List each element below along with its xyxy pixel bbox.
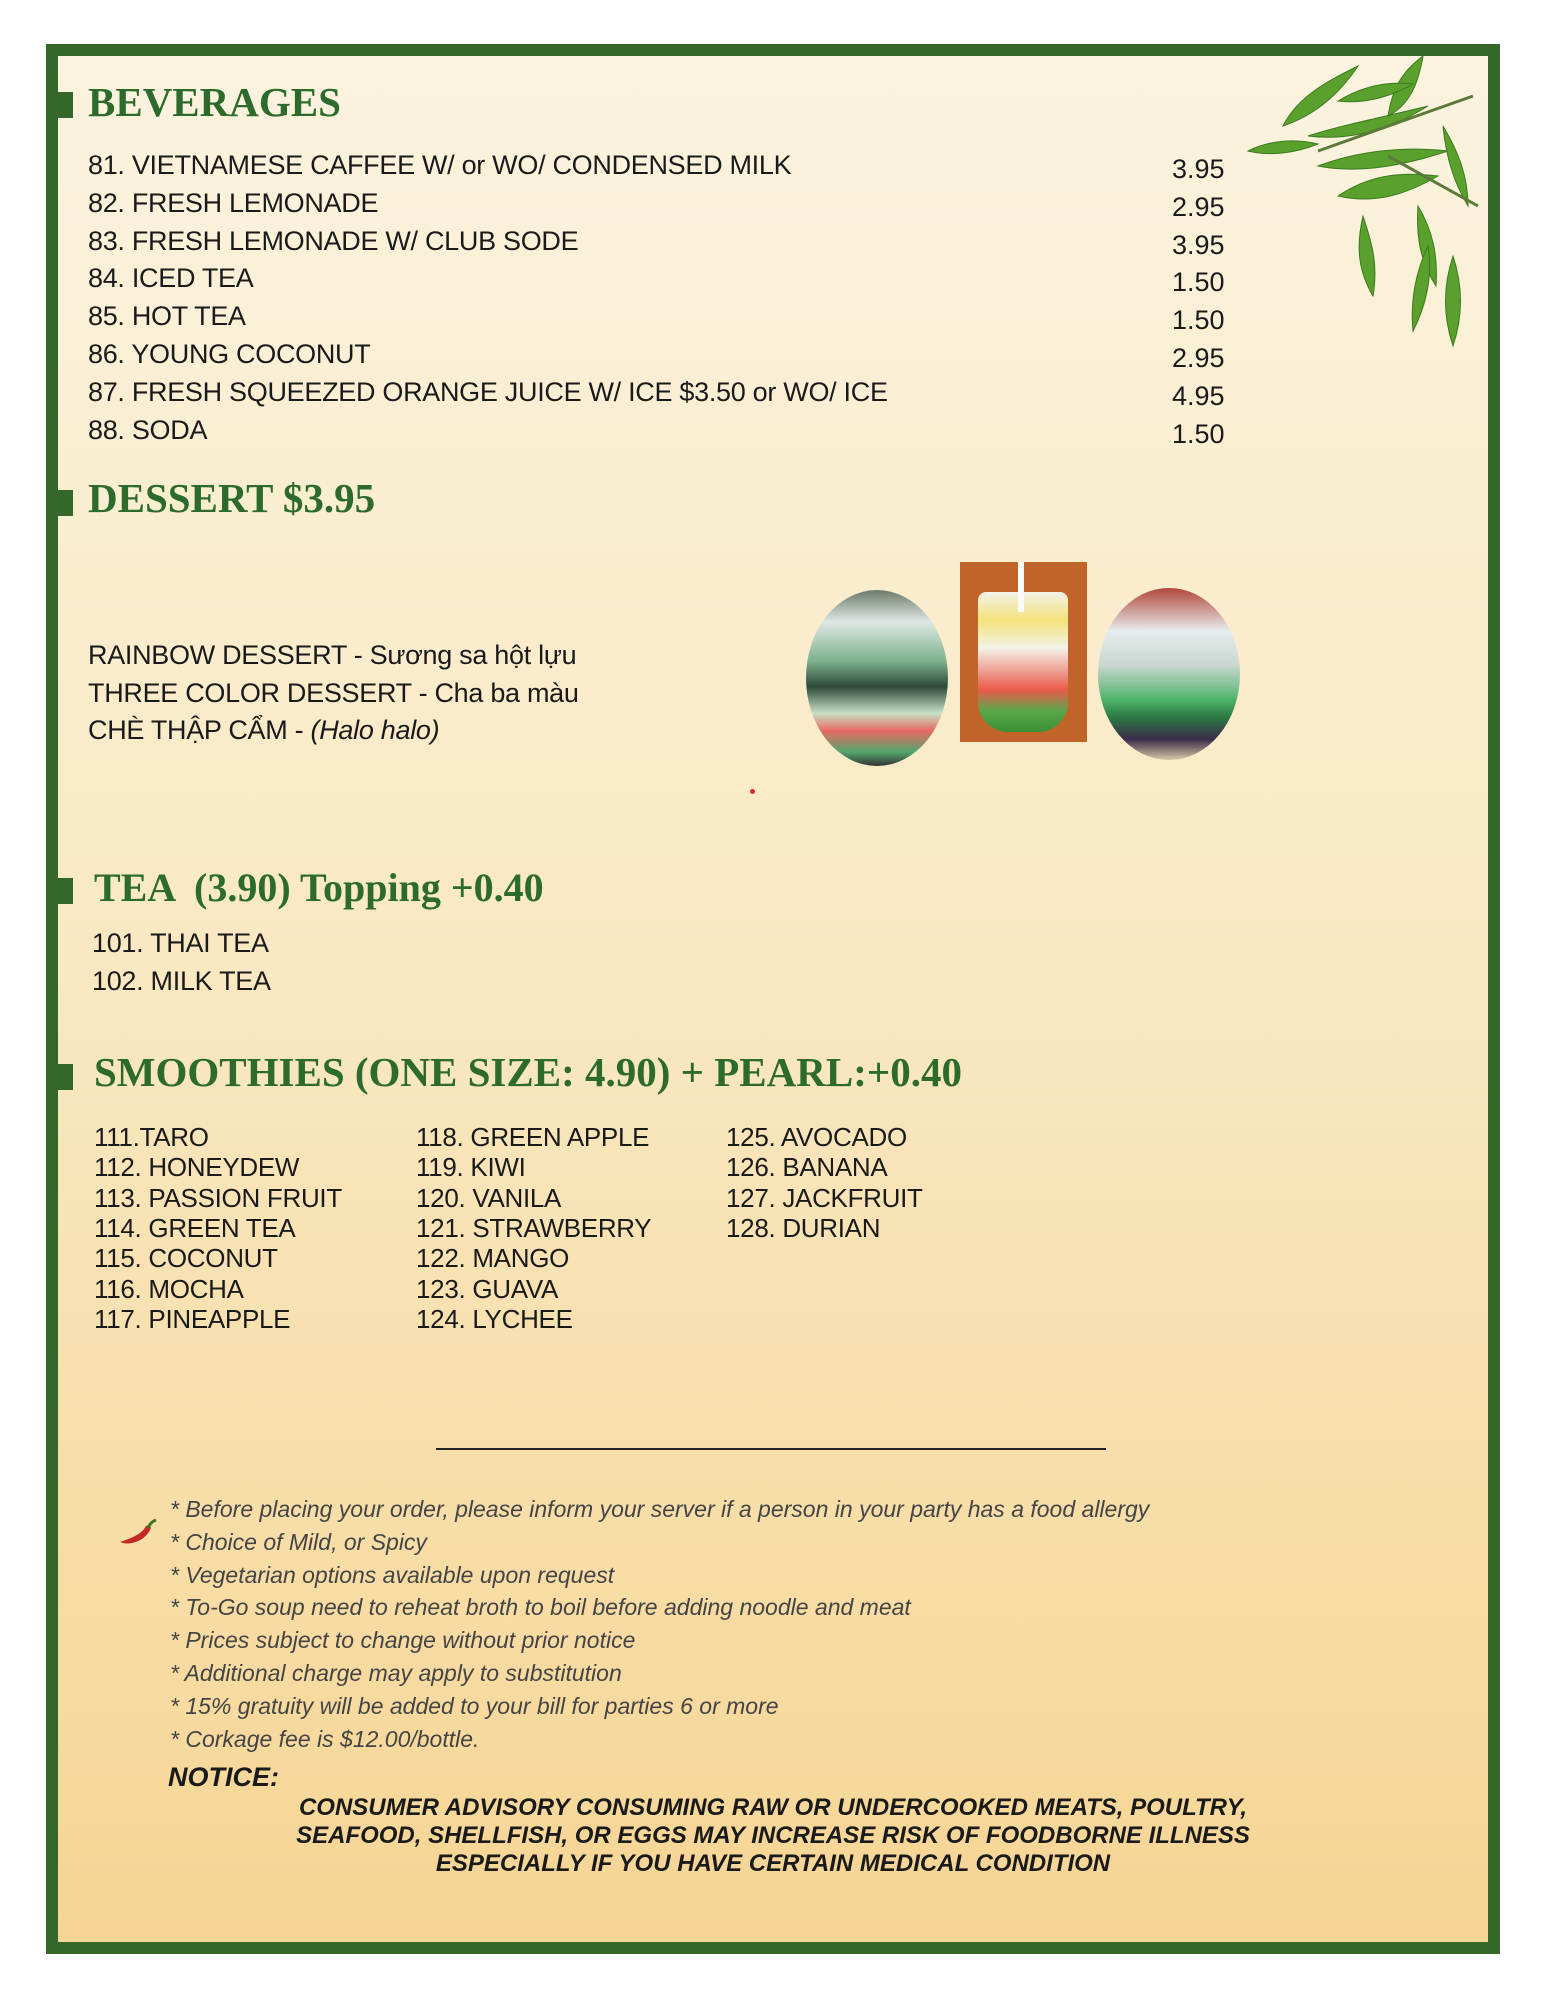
beverage-item-name: 88. SODA xyxy=(88,414,208,445)
smoothie-item: 126. BANANA xyxy=(726,1152,888,1183)
note-line: * Prices subject to change without prior notice xyxy=(170,1627,636,1654)
section-marker xyxy=(58,878,73,904)
smoothie-item: 117. PINEAPPLE xyxy=(94,1303,291,1334)
tea-item: 102. MILK TEA xyxy=(92,966,271,996)
smoothie-item: 118. GREEN APPLE xyxy=(416,1122,650,1152)
beverage-item-price: 1.50 xyxy=(1172,305,1225,336)
smoothie-item: 114. GREEN TEA xyxy=(94,1212,296,1243)
red-dot xyxy=(750,789,755,794)
dessert-photo-3 xyxy=(1098,588,1240,760)
smoothie-item: 112. HONEYDEW xyxy=(94,1152,300,1183)
smoothie-item: 127. JACKFRUIT xyxy=(726,1182,923,1213)
beverages-heading: BEVERAGES xyxy=(88,79,341,125)
smoothie-item: 124. LYCHEE xyxy=(416,1303,573,1334)
notice-label: NOTICE: xyxy=(168,1762,279,1792)
notice-line-2: SEAFOOD, SHELLFISH, OR EGGS MAY INCREASE RISK OF FOODBORNE ILLNESS xyxy=(296,1822,1250,1849)
menu-panel xyxy=(58,56,1488,1942)
dessert-heading: DESSERT $3.95 xyxy=(88,475,376,521)
beverage-item-price: 1.50 xyxy=(1172,267,1225,298)
beverage-item-name: 81. VIETNAMESE CAFFEE W/ or WO/ CONDENSED MILK xyxy=(88,150,792,180)
bamboo-leaves-icon xyxy=(1188,56,1488,376)
beverage-item-price: 1.50 xyxy=(1172,418,1225,449)
smoothie-item: 119. KIWI xyxy=(416,1152,526,1183)
dessert-item-vietnamese: (Halo halo) xyxy=(310,715,440,745)
dessert-item-name: THREE COLOR DESSERT - xyxy=(88,677,435,708)
beverage-item-price: 2.95 xyxy=(1172,191,1225,222)
dessert-item xyxy=(88,715,439,746)
chili-pepper-icon xyxy=(116,1518,158,1548)
beverage-item-name: 82. FRESH LEMONADE xyxy=(88,187,379,218)
note-line: * Vegetarian options available upon request xyxy=(170,1561,615,1588)
tea-item: 101. THAI TEA xyxy=(92,928,269,958)
dessert-item-vietnamese: Cha ba màu xyxy=(434,677,579,708)
smoothie-item: 121. STRAWBERRY xyxy=(416,1212,652,1243)
beverage-item-price: 4.95 xyxy=(1172,380,1225,411)
dessert-photo-1 xyxy=(806,590,948,766)
smoothie-item: 115. COCONUT xyxy=(94,1243,278,1274)
dessert-item xyxy=(88,640,576,671)
notice-line-1: CONSUMER ADVISORY CONSUMING RAW OR UNDERCOOKED MEATS, POULTRY, xyxy=(298,1794,1248,1821)
dessert-photo-2 xyxy=(960,562,1087,742)
smoothie-item: 125. AVOCADO xyxy=(726,1122,907,1152)
beverage-item-name: 87. FRESH SQUEEZED ORANGE JUICE W/ ICE $3.50 or WO/ ICE xyxy=(88,376,888,407)
tea-heading: TEA (3.90) Topping +0.40 xyxy=(94,865,544,910)
notice-line-3: ESPECIALLY IF YOU HAVE CERTAIN MEDICAL CONDITION xyxy=(435,1850,1111,1877)
dessert-item-name: CHÈ THẬP CẨM - xyxy=(88,715,311,745)
smoothie-item: 123. GUAVA xyxy=(416,1273,558,1304)
smoothie-item: 116. MOCHA xyxy=(94,1273,244,1304)
beverage-item-price: 2.95 xyxy=(1172,343,1225,373)
beverage-item-name: 85. HOT TEA xyxy=(88,301,246,332)
note-line: * Choice of Mild, or Spicy xyxy=(170,1528,427,1555)
smoothie-item: 113. PASSION FRUIT xyxy=(94,1182,342,1213)
smoothie-item: 111.TARO xyxy=(94,1122,209,1152)
dessert-item-name: RAINBOW DESSERT - xyxy=(88,640,370,670)
smoothie-item: 122. MANGO xyxy=(416,1243,570,1274)
smoothie-item: 128. DURIAN xyxy=(726,1212,881,1243)
smoothie-item: 120. VANILA xyxy=(416,1182,562,1213)
note-line: * To-Go soup need to reheat broth to boil before adding noodle and meat xyxy=(170,1594,911,1621)
section-marker xyxy=(58,92,73,118)
note-line: * Corkage fee is $12.00/bottle. xyxy=(170,1725,480,1752)
beverage-item-name: 84. ICED TEA xyxy=(88,263,254,294)
dessert-item-vietnamese: Sương sa hột lựu xyxy=(369,640,577,670)
beverage-item-name: 83. FRESH LEMONADE W/ CLUB SODE xyxy=(88,225,579,256)
divider xyxy=(436,1448,1106,1450)
smoothies-heading: SMOOTHIES (ONE SIZE: 4.90) + PEARL:+0.40 xyxy=(94,1049,962,1095)
section-marker xyxy=(58,1064,73,1090)
note-line: * 15% gratuity will be added to your bill for parties 6 or more xyxy=(170,1692,779,1719)
beverage-item-name: 86. YOUNG COCONUT xyxy=(88,339,371,369)
beverage-item-price: 3.95 xyxy=(1172,229,1225,260)
note-line: * Before placing your order, please inform your server if a person in your party has a food allergy xyxy=(170,1496,1150,1522)
menu-frame xyxy=(46,44,1500,1954)
section-marker xyxy=(58,490,73,516)
note-line: * Additional charge may apply to substitution xyxy=(170,1660,622,1686)
beverage-item-price: 3.95 xyxy=(1172,154,1225,184)
dessert-item xyxy=(88,678,579,709)
